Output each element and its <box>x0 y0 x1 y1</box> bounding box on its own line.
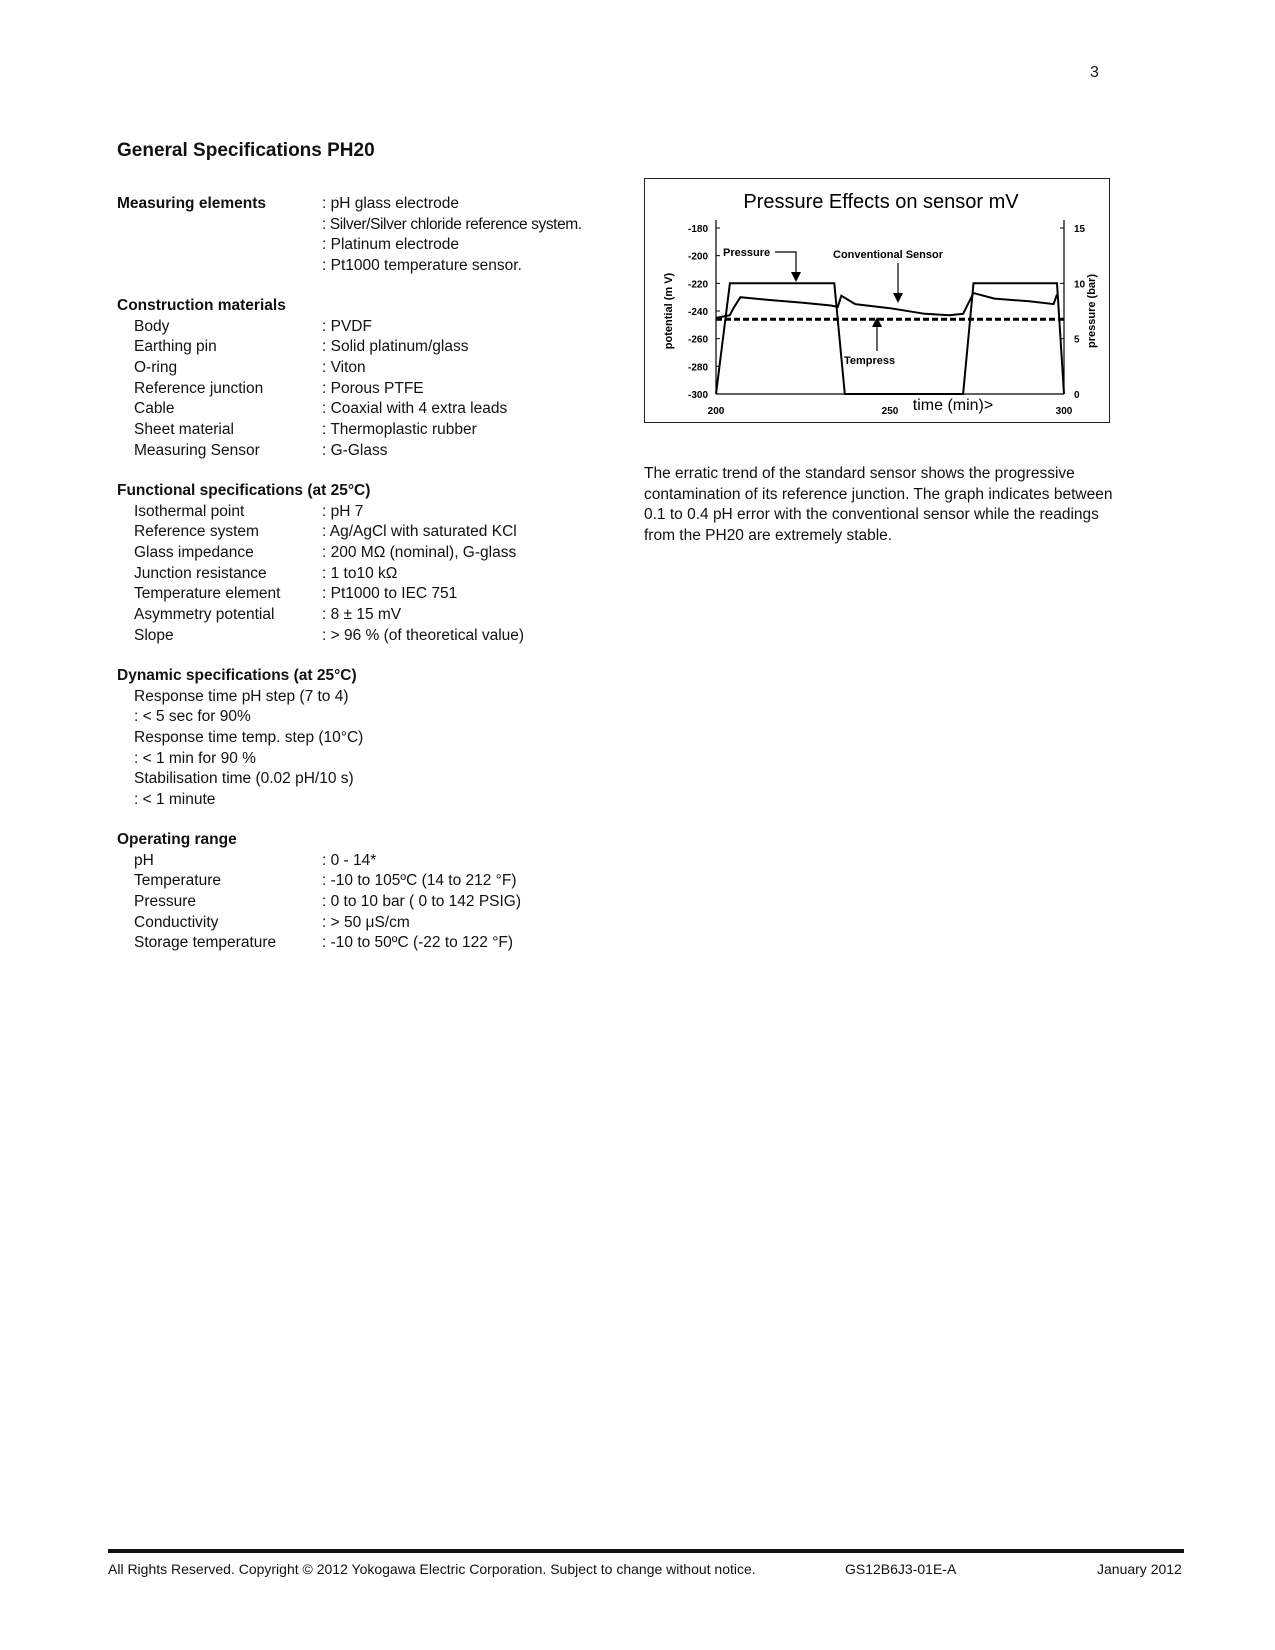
spec-label: Measuring Sensor <box>134 441 260 459</box>
y-tick-label: -240 <box>687 307 708 318</box>
spec-label: Storage temperature <box>134 934 277 952</box>
y-tick-label: -300 <box>687 390 708 401</box>
spec-value: : Ag/AgCl with saturated KCl <box>322 523 517 541</box>
y2-tick-label: 10 <box>1074 279 1086 291</box>
chart-canvas <box>645 179 1109 422</box>
pressure-effects-chart <box>644 178 1110 423</box>
dynamic-line: Stabilisation time (0.02 pH/10 s) <box>134 770 354 788</box>
spec-row <box>117 871 637 892</box>
annotation-pressure-arrowhead <box>791 272 801 282</box>
spec-label: Glass impedance <box>134 544 254 562</box>
x-tick-label: 200 <box>707 406 725 417</box>
construction-section <box>117 296 637 462</box>
spec-row <box>117 502 637 523</box>
spec-value: : 1 to10 kΩ <box>322 564 398 582</box>
spec-row <box>117 913 637 934</box>
spec-row <box>117 851 637 872</box>
spec-value: : > 96 % (of theoretical value) <box>322 626 525 644</box>
y-tick-label: -200 <box>687 251 708 263</box>
x-tick-label: 250 <box>881 406 899 417</box>
y2-tick-label: 5 <box>1074 334 1080 346</box>
spec-value: : -10 to 105ºC (14 to 212 °F) <box>322 872 517 890</box>
annotation-tempress: Tempress <box>844 355 896 367</box>
conventional-sensor-series-line <box>716 293 1057 318</box>
spec-row <box>117 379 637 400</box>
spec-row <box>117 358 637 379</box>
spec-row <box>117 317 637 338</box>
functional-heading: Functional specifications (at 25°C) <box>117 482 371 499</box>
spec-value: : Coaxial with 4 extra leads <box>322 400 508 418</box>
spec-row <box>117 337 637 358</box>
spec-row <box>117 420 637 441</box>
dynamic-heading: Dynamic specifications (at 25°C) <box>117 667 357 684</box>
functional-section <box>117 481 637 647</box>
measuring-element-value: : Platinum electrode <box>322 236 459 254</box>
spec-row <box>117 933 637 954</box>
dynamic-line: : < 1 minute <box>134 791 216 809</box>
spec-value: : 8 ± 15 mV <box>322 606 402 624</box>
spec-row <box>117 399 637 420</box>
spec-label: Reference junction <box>134 379 264 397</box>
spec-value: : -10 to 50ºC (-22 to 122 °F) <box>322 934 514 952</box>
dynamic-line: : < 1 min for 90 % <box>134 749 256 767</box>
dynamic-line: : < 5 sec for 90% <box>134 708 251 726</box>
spec-value: : G-Glass <box>322 441 388 459</box>
measuring-element-value: : Silver/Silver chloride reference system. <box>322 215 582 233</box>
spec-label: Temperature <box>134 872 222 890</box>
dynamic-line: Response time temp. step (10°C) <box>134 729 364 747</box>
measuring-element-value: : pH glass electrode <box>322 195 459 212</box>
y-tick-label: -260 <box>687 334 708 346</box>
spec-value: : pH 7 <box>322 502 364 520</box>
spec-label: Body <box>134 317 170 335</box>
spec-label: Temperature element <box>134 585 281 603</box>
spec-value: : Solid platinum/glass <box>322 338 469 356</box>
spec-label: Sheet material <box>134 421 234 439</box>
spec-label: Cable <box>134 400 175 418</box>
spec-value: : Porous PTFE <box>322 379 424 397</box>
spec-row <box>117 543 637 564</box>
spec-row <box>117 584 637 605</box>
spec-label: Junction resistance <box>134 564 267 582</box>
spec-value: : Thermoplastic rubber <box>322 421 477 439</box>
spec-value: : 0 - 14* <box>322 851 377 869</box>
annotation-conventional-sensor: Conventional Sensor <box>833 249 944 261</box>
chart-description: The erratic trend of the standard sensor shows the progressive contamination of its reference junction. The graph indicates between 0.1 to 0.4 pH error with the conventional sensor while the readings from the PH20 are extremely stable. <box>644 465 1113 545</box>
y2-tick-label: 0 <box>1074 390 1080 401</box>
x-tick-label: 300 <box>1055 406 1073 417</box>
spec-value: : PVDF <box>322 317 372 335</box>
y-axis-label: potential (m V) <box>663 272 675 350</box>
spec-row <box>117 522 637 543</box>
spec-value: : > 50 μS/cm <box>322 913 410 931</box>
construction-heading: Construction materials <box>117 297 286 314</box>
y2-axis-label: pressure (bar) <box>1086 274 1098 348</box>
footer-doc-id: GS12B6J3-01E-A <box>845 1561 957 1577</box>
y-tick-label: -180 <box>687 224 708 235</box>
operating-heading: Operating range <box>117 831 237 848</box>
spec-value: : Viton <box>322 359 366 377</box>
measuring-element-value: : Pt1000 temperature sensor. <box>322 257 522 275</box>
spec-value: : Pt1000 to IEC 751 <box>322 585 458 603</box>
y2-tick-label: 15 <box>1074 224 1086 235</box>
footer-copyright: All Rights Reserved. Copyright © 2012 Yokogawa Electric Corporation. Subject to change without notice. <box>108 1561 756 1577</box>
spec-value: : 0 to 10 bar ( 0 to 142 PSIG) <box>322 893 522 911</box>
spec-row <box>117 441 637 462</box>
spec-label: Earthing pin <box>134 338 217 356</box>
spec-row <box>117 892 637 913</box>
spec-label: Pressure <box>134 893 197 911</box>
spec-label: pH <box>134 851 154 869</box>
spec-label: Asymmetry potential <box>134 606 275 624</box>
operating-section <box>117 830 637 954</box>
chart-title: Pressure Effects on sensor mV <box>743 191 1019 213</box>
page-title: General Specifications PH20 <box>117 140 375 161</box>
measuring-elements-heading: Measuring elements <box>117 195 267 212</box>
measuring-elements-section <box>117 194 637 277</box>
spec-label: Reference system <box>134 523 259 541</box>
y-tick-label: -220 <box>687 279 708 291</box>
spec-label: O-ring <box>134 359 178 377</box>
dynamic-section <box>117 666 637 811</box>
footer-date: January 2012 <box>1097 1561 1182 1577</box>
spec-label: Slope <box>134 626 174 644</box>
y-tick-label: -280 <box>687 362 708 374</box>
x-axis-label: time (min)> <box>912 397 994 414</box>
dynamic-line: Response time pH step (7 to 4) <box>134 687 349 705</box>
spec-value: : 200 MΩ (nominal), G-glass <box>322 544 517 562</box>
page-number: 3 <box>1090 64 1099 81</box>
spec-row <box>117 605 637 626</box>
spec-row <box>117 564 637 585</box>
spec-label: Conductivity <box>134 913 219 931</box>
annotation-conventional-arrowhead <box>893 293 903 303</box>
spec-label: Isothermal point <box>134 502 245 520</box>
annotation-pressure: Pressure <box>723 247 771 259</box>
footer-rule <box>108 1549 1184 1553</box>
spec-row <box>117 626 637 647</box>
